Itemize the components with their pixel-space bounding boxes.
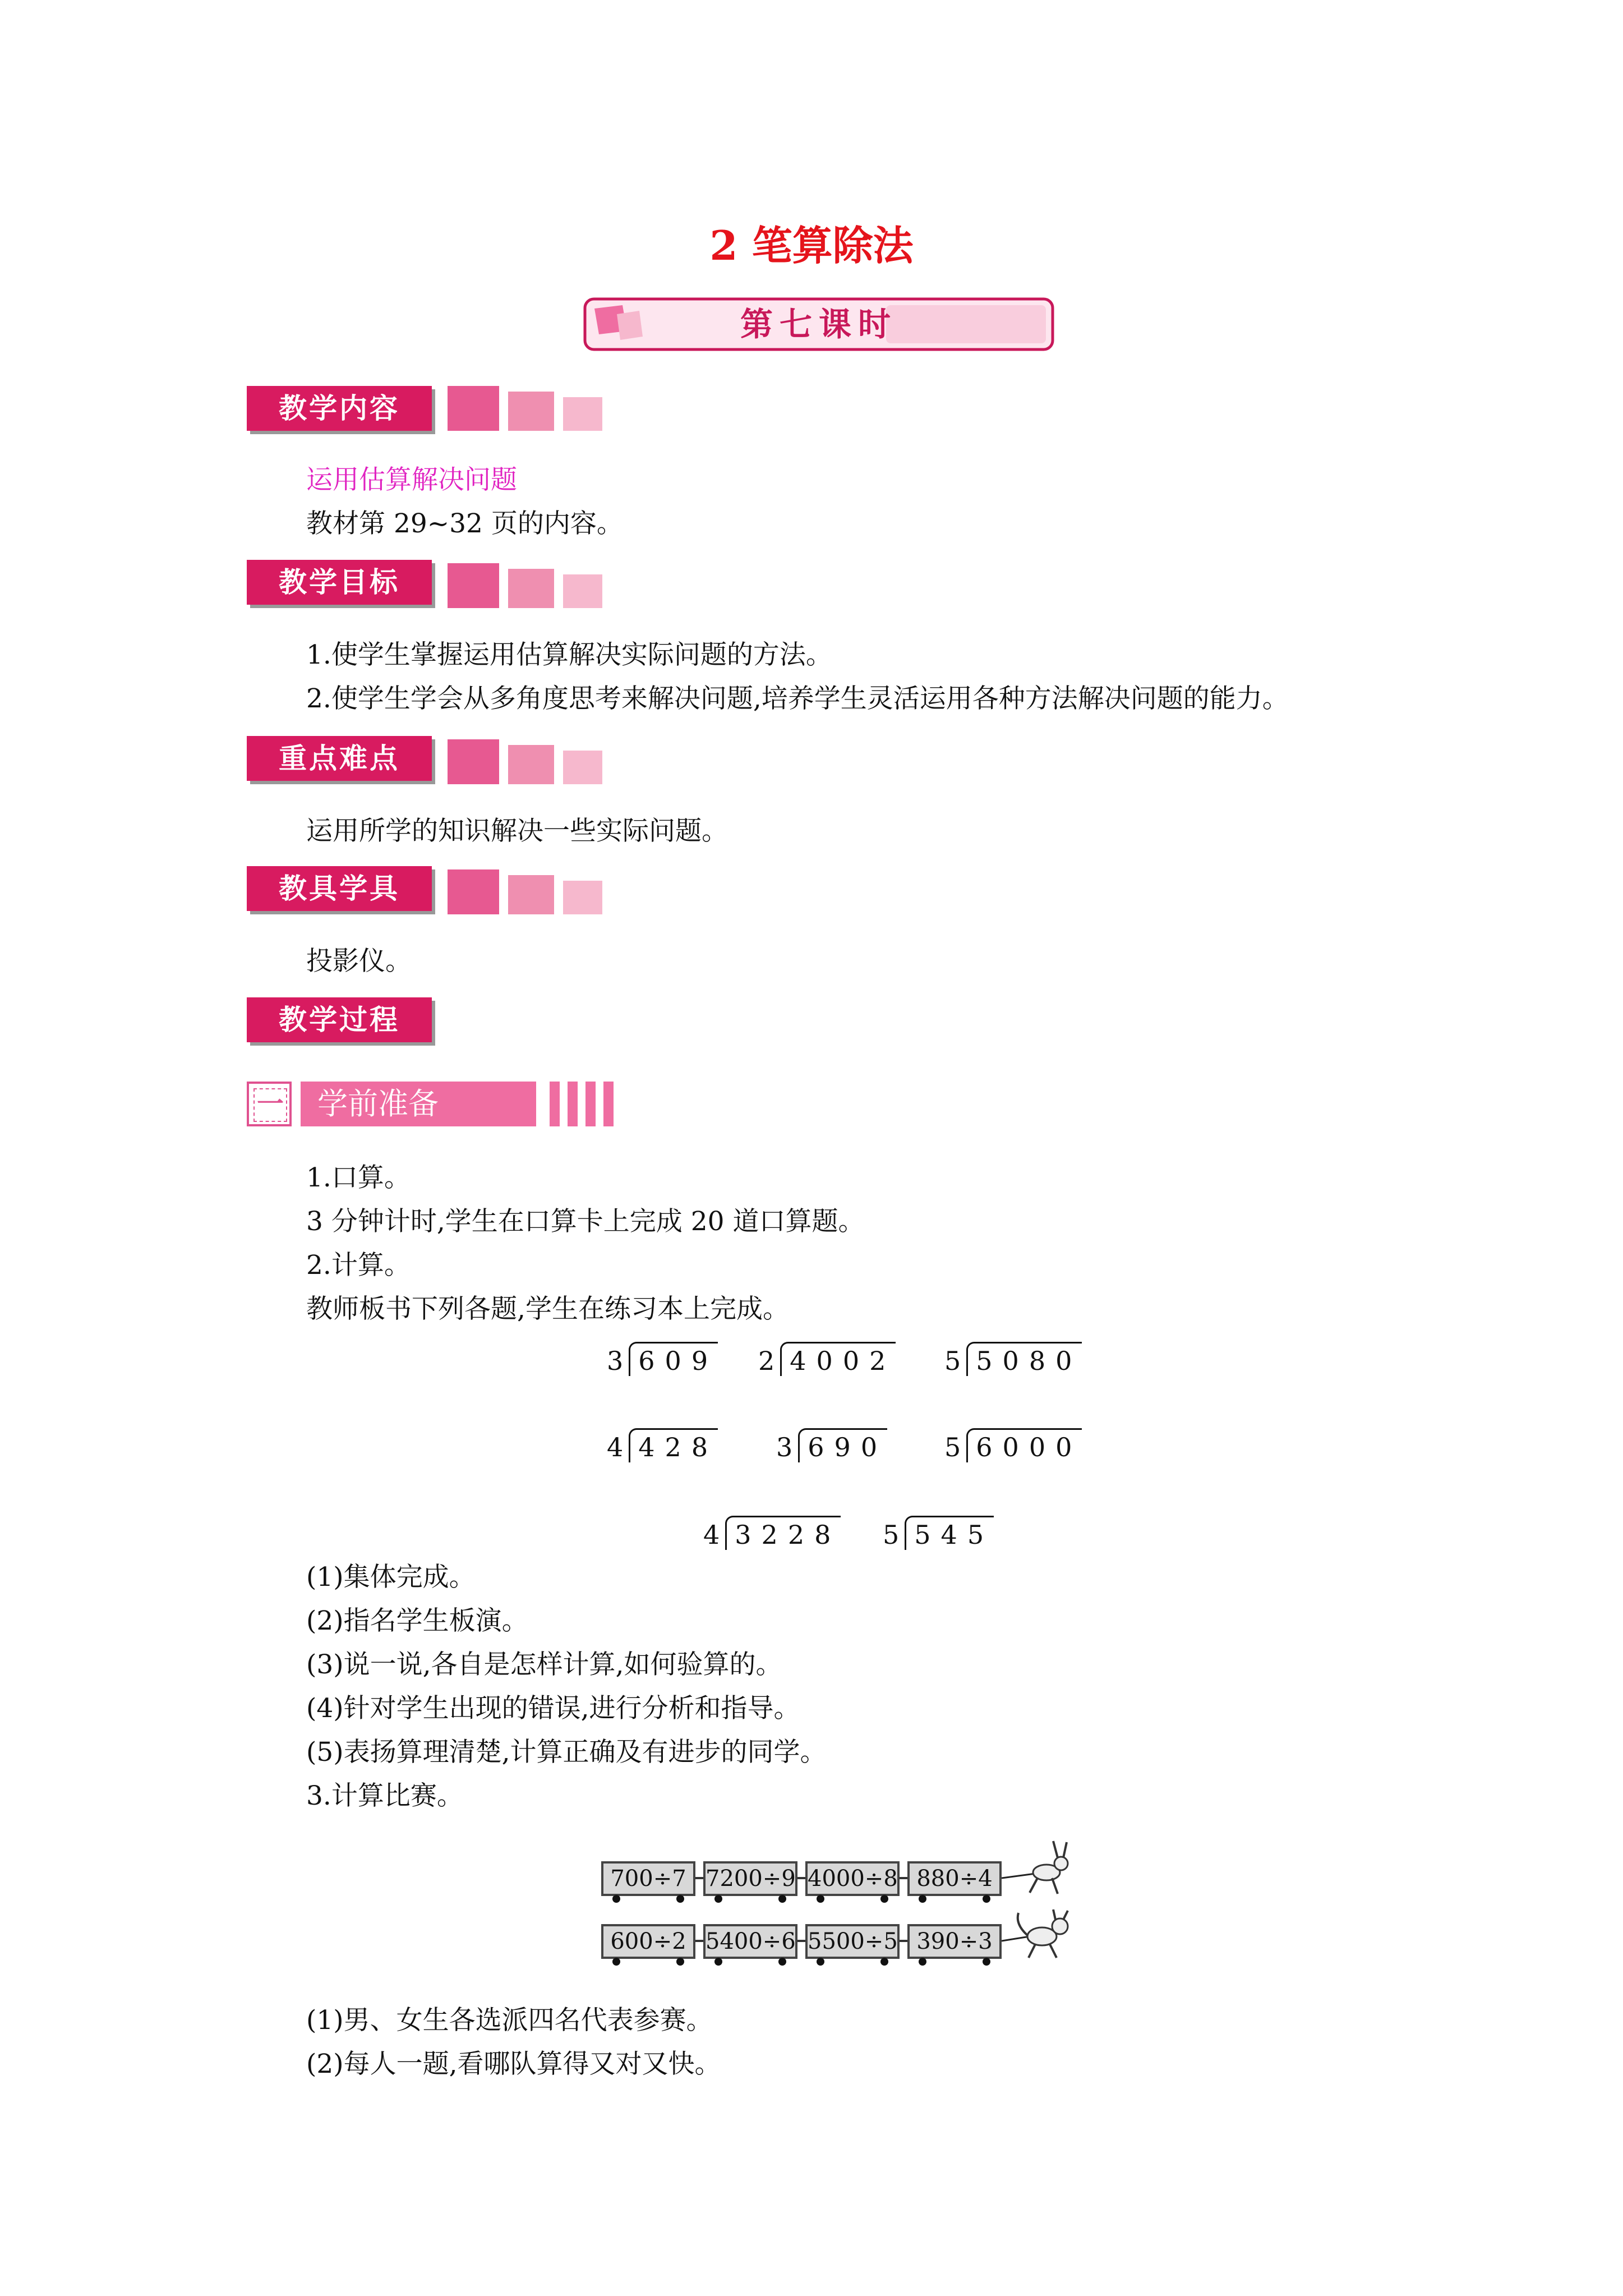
stage-header — [247, 1082, 628, 1130]
train-wheel — [676, 1958, 684, 1966]
train-coupler — [900, 1877, 907, 1879]
dividend: 5080 — [966, 1342, 1082, 1376]
prep-step: (5)表扬算理清楚,计算正确及有进步的同学。 — [306, 1737, 827, 1768]
division-problem — [883, 1516, 994, 1550]
divisor: 5 — [944, 1346, 961, 1376]
section-deco-square — [563, 751, 602, 784]
train-car: 390÷3 — [907, 1924, 1002, 1959]
division-problem — [944, 1428, 1082, 1462]
train-wheel — [612, 1958, 620, 1966]
train-car: 5500÷5 — [805, 1924, 900, 1959]
division-problem — [758, 1342, 896, 1376]
contest-step: (1)男、女生各选派四名代表参赛。 — [306, 2005, 713, 2036]
dividend: 3228 — [725, 1516, 841, 1550]
prep-item-title: 2.计算。 — [306, 1250, 411, 1281]
train-wheel — [919, 1958, 926, 1966]
stage-stripe — [585, 1082, 596, 1126]
dividend: 428 — [629, 1428, 718, 1462]
division-problem — [607, 1342, 718, 1376]
divisor: 4 — [703, 1520, 720, 1550]
train-wheel — [983, 1895, 990, 1903]
train-wheel — [676, 1895, 684, 1903]
stage-stripe — [603, 1082, 614, 1126]
train-wheel — [880, 1895, 888, 1903]
section-label-goals: 教学目标 — [247, 560, 432, 605]
stage-stripe — [568, 1082, 578, 1126]
train-car: 600÷2 — [601, 1924, 695, 1959]
goal-item: 2.使学生学会从多角度思考来解决问题,培养学生灵活运用各种方法解决问题的能力。 — [306, 683, 1289, 714]
content-text: 教材第 29~32 页的内容。 — [306, 508, 623, 539]
prep-step: (3)说一说,各自是怎样计算,如何验算的。 — [306, 1649, 782, 1680]
divisor: 2 — [758, 1346, 775, 1376]
section-deco-square — [448, 869, 499, 914]
fox-icon — [1002, 1902, 1080, 1969]
train-wheel — [778, 1895, 786, 1903]
prep-step: (2)指名学生板演。 — [306, 1605, 528, 1636]
page-title: 2 笔算除法 — [709, 222, 914, 269]
rabbit-icon — [1002, 1839, 1080, 1906]
train-wheel — [714, 1958, 722, 1966]
section-deco-square — [508, 745, 554, 784]
dividend: 4002 — [780, 1342, 896, 1376]
section-deco-square — [508, 392, 554, 431]
prep-item-text: 教师板书下列各题,学生在练习本上完成。 — [306, 1294, 789, 1324]
train-car: 4000÷8 — [805, 1861, 900, 1896]
dividend: 6000 — [966, 1428, 1082, 1462]
divisor: 5 — [883, 1520, 900, 1550]
prep-item-title: 3.计算比赛。 — [306, 1780, 463, 1811]
train-car: 880÷4 — [907, 1861, 1002, 1896]
train-coupler — [797, 1877, 805, 1879]
dividend: 690 — [798, 1428, 887, 1462]
section-deco-square — [448, 739, 499, 784]
stage-label: 学前准备 — [301, 1082, 536, 1126]
dividend: 545 — [905, 1516, 994, 1550]
section-deco-square — [563, 574, 602, 608]
divisor: 5 — [944, 1432, 961, 1462]
train-wheel — [778, 1958, 786, 1966]
lesson-banner — [583, 297, 1054, 351]
prep-step: (4)针对学生出现的错误,进行分析和指导。 — [306, 1693, 800, 1724]
section-deco-square — [508, 569, 554, 608]
train-car: 5400÷6 — [703, 1924, 797, 1959]
section-label-tools: 教具学具 — [247, 866, 432, 911]
section-deco-square — [563, 397, 602, 431]
train-wheel — [983, 1958, 990, 1966]
train-car: 700÷7 — [601, 1861, 695, 1896]
train-row-1 — [601, 1861, 1083, 1904]
stage-number-box — [247, 1082, 292, 1126]
division-problem — [607, 1428, 718, 1462]
section-label-keypoints: 重点难点 — [247, 736, 432, 781]
division-problem — [703, 1516, 841, 1550]
prep-step: (1)集体完成。 — [306, 1562, 476, 1593]
train-row-2 — [601, 1924, 1083, 1967]
section-label-process: 教学过程 — [247, 997, 432, 1042]
section-deco-square — [508, 875, 554, 914]
division-problem — [776, 1428, 887, 1462]
train-coupler — [695, 1940, 703, 1942]
train-wheel — [612, 1895, 620, 1903]
section-deco-square — [563, 881, 602, 914]
stage-number: 一 — [253, 1088, 287, 1122]
prep-item-text: 3 分钟计时,学生在口算卡上完成 20 道口算题。 — [306, 1206, 865, 1237]
division-problem — [944, 1342, 1082, 1376]
train-wheel — [817, 1895, 824, 1903]
train-coupler — [695, 1877, 703, 1879]
stage-stripe — [550, 1082, 560, 1126]
divisor: 3 — [776, 1432, 793, 1462]
goal-item: 1.使学生掌握运用估算解决实际问题的方法。 — [306, 639, 832, 670]
train-wheel — [817, 1958, 824, 1966]
train-wheel — [919, 1895, 926, 1903]
divisor: 4 — [607, 1432, 624, 1462]
content-topic: 运用估算解决问题 — [306, 464, 517, 495]
section-deco-square — [448, 386, 499, 431]
train-wheel — [880, 1958, 888, 1966]
dividend: 609 — [629, 1342, 718, 1376]
train-car: 7200÷9 — [703, 1861, 797, 1896]
contest-step: (2)每人一题,看哪队算得又对又快。 — [306, 2049, 721, 2079]
train-coupler — [900, 1940, 907, 1942]
lesson-label: 第七课时 — [740, 305, 897, 343]
keypoints-text: 运用所学的知识解决一些实际问题。 — [306, 816, 728, 846]
divisor: 3 — [607, 1346, 624, 1376]
section-label-content: 教学内容 — [247, 386, 432, 431]
section-deco-square — [448, 563, 499, 608]
train-coupler — [797, 1940, 805, 1942]
tools-text: 投影仪。 — [306, 946, 412, 977]
train-wheel — [714, 1895, 722, 1903]
prep-item-title: 1.口算。 — [306, 1162, 411, 1193]
